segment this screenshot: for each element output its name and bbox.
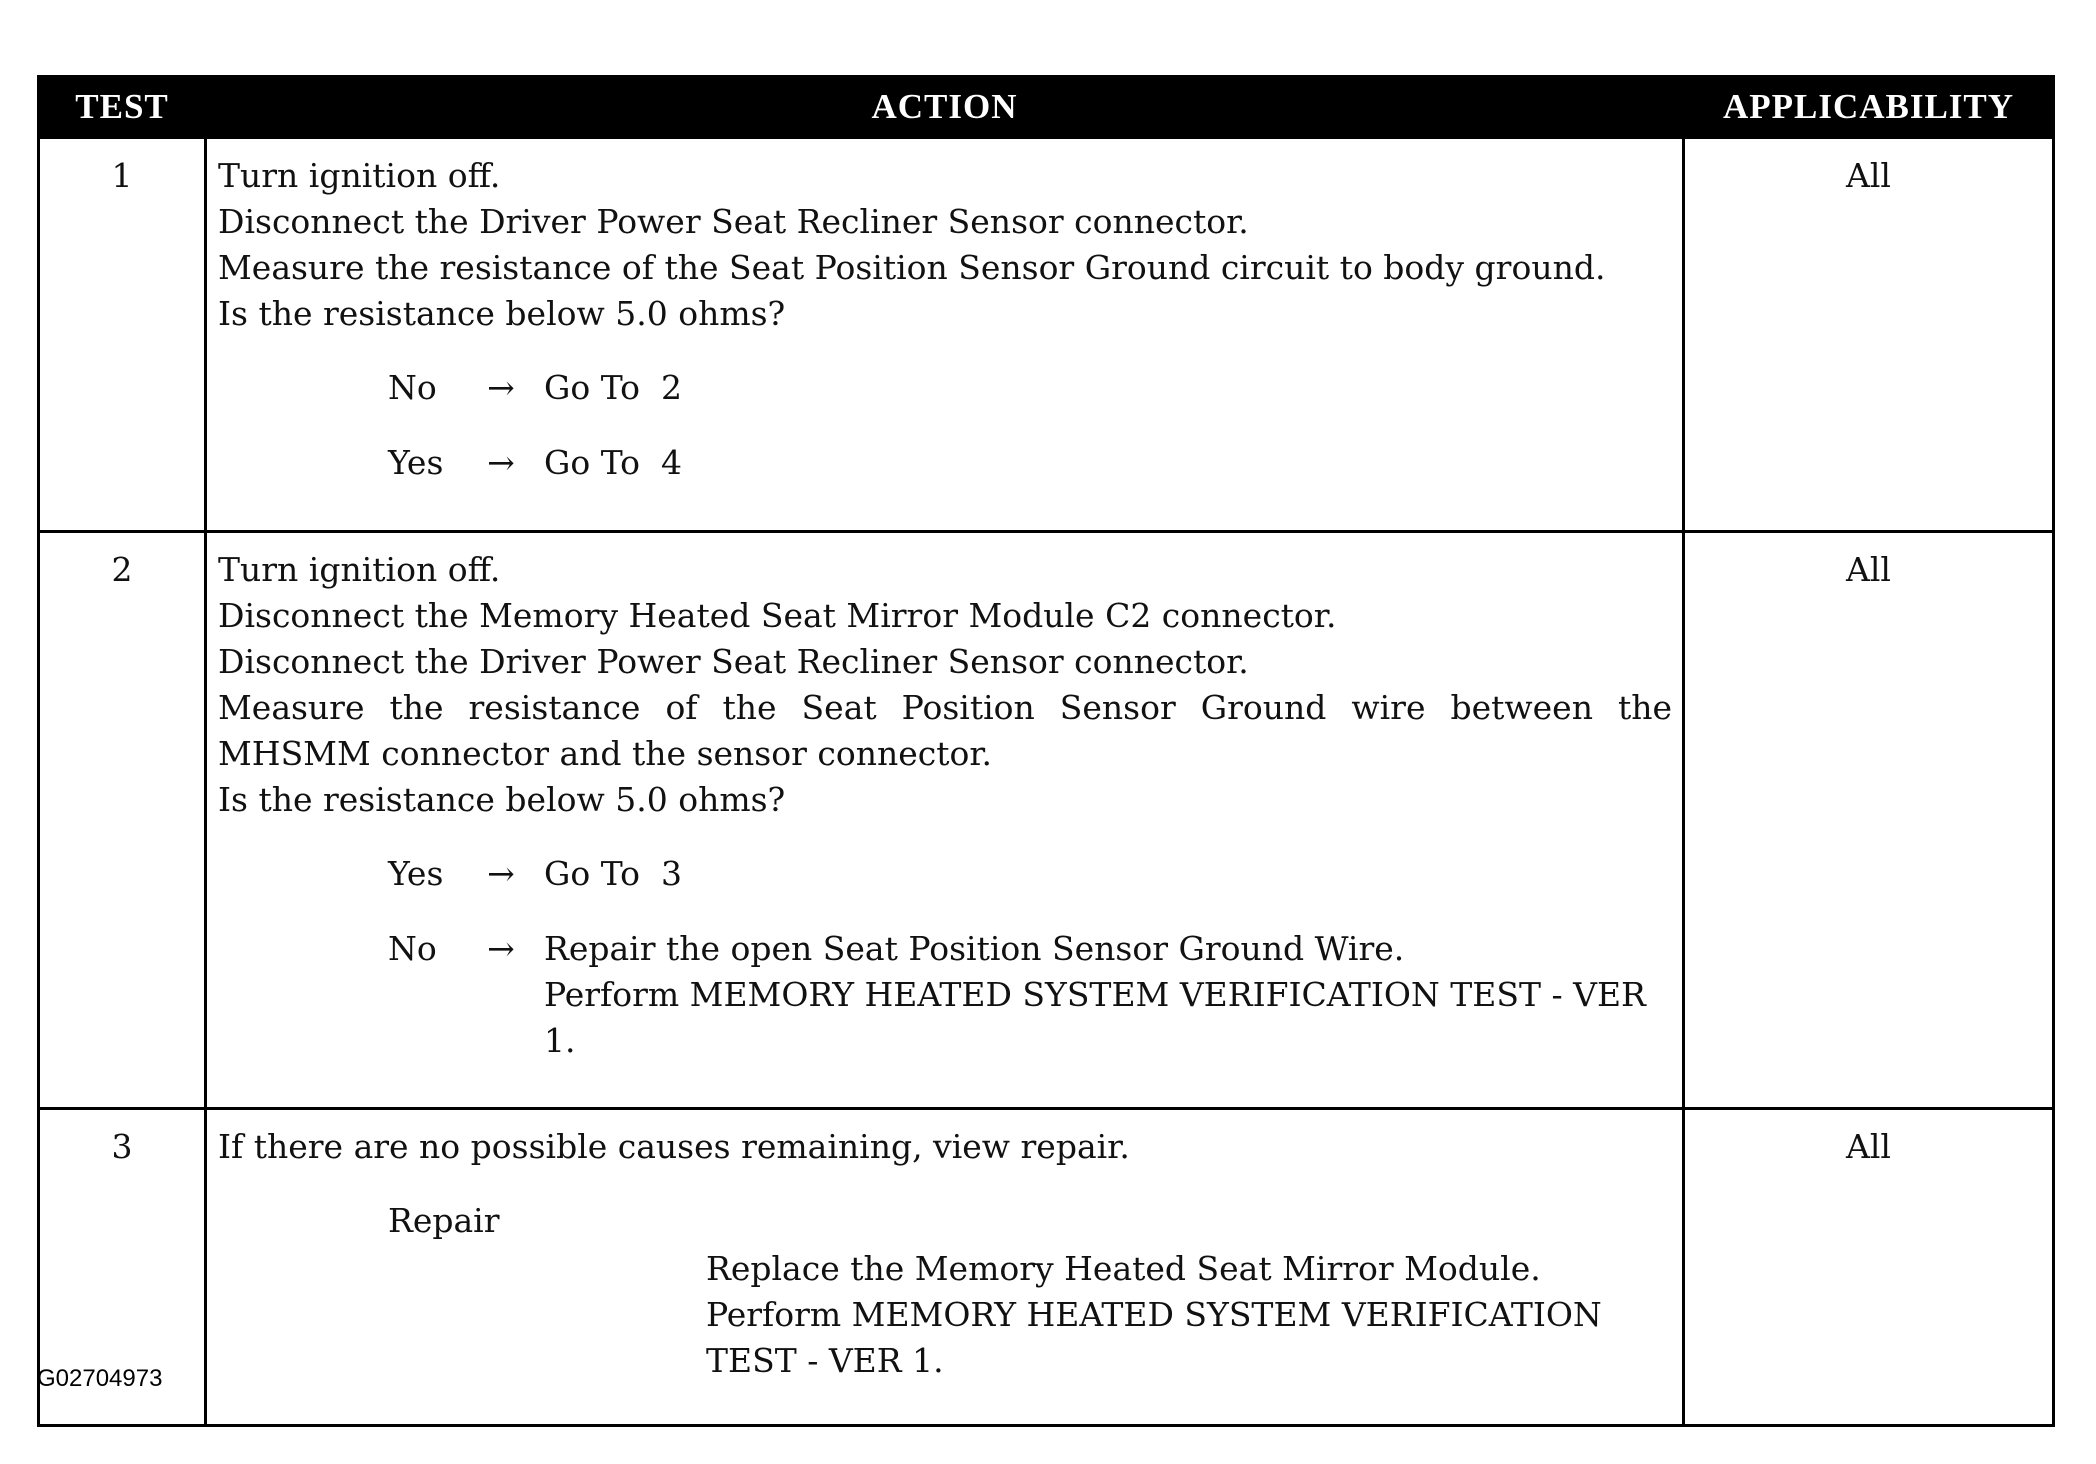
action-line: Disconnect the Driver Power Seat Recliner Sensor connector.: [218, 642, 1249, 681]
header-test: TEST: [39, 77, 206, 138]
figure-id: G02704973: [37, 1365, 163, 1392]
repair-label: Repair: [388, 1201, 500, 1240]
action-cell: [206, 138, 1684, 532]
answer-label: Yes: [388, 443, 444, 482]
answer-label: No: [388, 929, 437, 968]
arrow-icon: →: [487, 929, 515, 968]
goto-link[interactable]: Go To 4: [544, 443, 683, 482]
answer-option: [388, 926, 1672, 1064]
action-line: Is the resistance below 5.0 ohms?: [218, 294, 786, 333]
answer-label: Yes: [388, 854, 444, 893]
goto-link[interactable]: Go To 3: [544, 854, 683, 893]
answer-options: [388, 851, 1672, 1064]
repair-line: Repair the open Seat Position Sensor Ground Wire.: [544, 929, 1405, 968]
test-number: 1: [39, 138, 206, 532]
header-action: ACTION: [206, 77, 1684, 138]
header-applicability: APPLICABILITY: [1684, 77, 2054, 138]
arrow-icon: →: [487, 368, 515, 407]
test-number: 3: [39, 1109, 206, 1426]
answer-label: No: [388, 368, 437, 407]
table-row: [39, 1109, 2054, 1426]
table-row: [39, 532, 2054, 1109]
answer-option: [388, 440, 1672, 486]
test-number: 2: [39, 532, 206, 1109]
arrow-icon: →: [487, 854, 515, 893]
action-line: Disconnect the Driver Power Seat Recliner Sensor connector.: [218, 202, 1249, 241]
action-line: MHSMM connector and the sensor connector.: [218, 734, 993, 773]
action-line: Measure the resistance of the Seat Position Sensor Ground wire between the: [218, 688, 1672, 727]
action-line: Turn ignition off.: [218, 550, 501, 589]
action-line: Measure the resistance of the Seat Position Sensor Ground circuit to body ground.: [218, 248, 1606, 287]
action-cell: [206, 1109, 1684, 1426]
answer-option: [388, 851, 1672, 897]
verification-test-link[interactable]: Perform MEMORY HEATED SYSTEM VERIFICATION TEST - VER 1.: [706, 1295, 1602, 1380]
action-line: Is the resistance below 5.0 ohms?: [218, 780, 786, 819]
applicability-cell: All: [1684, 138, 2054, 532]
arrow-icon: →: [487, 443, 515, 482]
repair-line: Replace the Memory Heated Seat Mirror Module.: [706, 1249, 1541, 1288]
action-cell: [206, 532, 1684, 1109]
repair-instruction: [544, 926, 1672, 1064]
applicability-cell: All: [1684, 1109, 2054, 1426]
table-row: [39, 138, 2054, 532]
header-row: [39, 77, 2054, 138]
verification-test-link[interactable]: Perform MEMORY HEATED SYSTEM VERIFICATION TEST - VER 1.: [544, 975, 1646, 1060]
action-line: Turn ignition off.: [218, 156, 501, 195]
applicability-cell: All: [1684, 532, 2054, 1109]
action-line: Disconnect the Memory Heated Seat Mirror Module C2 connector.: [218, 596, 1337, 635]
answer-option: [388, 365, 1672, 411]
diagnostic-test-table: [37, 75, 2055, 1427]
goto-link[interactable]: Go To 2: [544, 368, 683, 407]
action-line: If there are no possible causes remaining, view repair.: [218, 1127, 1130, 1166]
answer-options: [388, 365, 1672, 486]
